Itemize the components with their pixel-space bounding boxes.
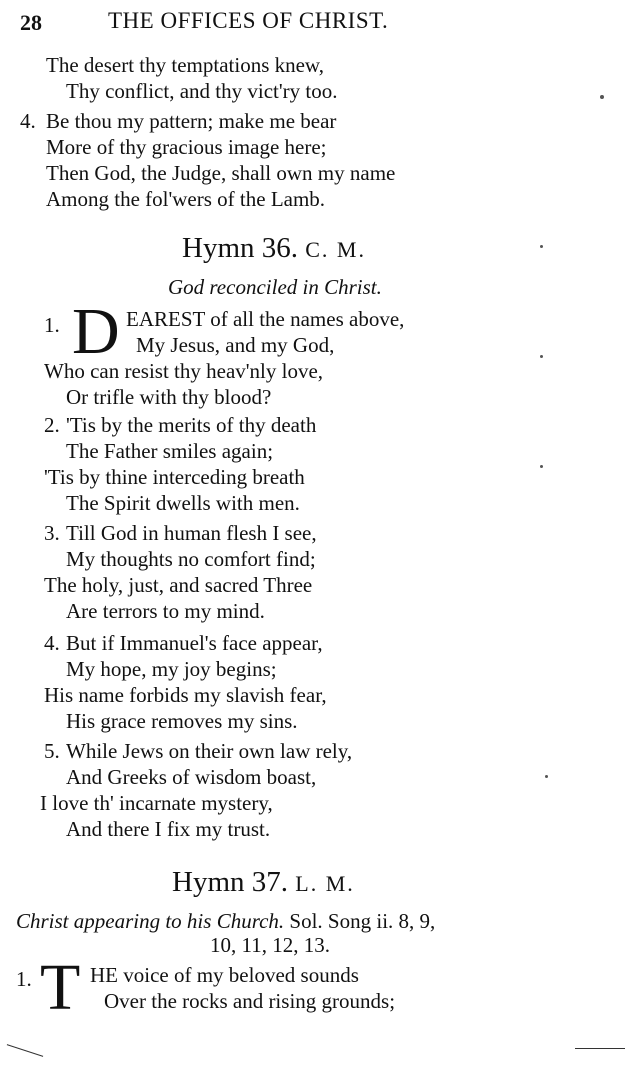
verse-line: And there I fix my trust. xyxy=(66,817,271,841)
running-title: THE OFFICES OF CHRIST. xyxy=(108,8,389,33)
verse-number: 5. xyxy=(44,739,60,763)
verse-line: 'Tis by the merits of thy death xyxy=(66,413,317,437)
verse-line: Or trifle with thy blood? xyxy=(66,385,272,409)
verse-line: Be thou my pattern; make me bear xyxy=(46,109,337,133)
hymn-subtitle xyxy=(16,908,435,934)
hymn-36-title xyxy=(182,232,366,265)
verse-line: 'Tis by thine interceding breath xyxy=(44,465,305,489)
verse-number: 4. xyxy=(20,109,36,133)
verse-line: Then God, the Judge, shall own my name xyxy=(46,161,396,185)
page-number: 28 xyxy=(20,10,42,35)
verse-line: Till God in human flesh I see, xyxy=(66,521,317,545)
print-speck xyxy=(540,245,543,248)
verse-line: My Jesus, and my God, xyxy=(136,333,335,357)
hymn-meter: C. M. xyxy=(305,237,366,262)
verse-number: 4. xyxy=(44,631,60,655)
hymn-number: Hymn 36. xyxy=(182,232,298,264)
hymn-meter: L. M. xyxy=(295,871,355,896)
drop-cap: D xyxy=(72,295,120,368)
corner-mark xyxy=(7,1044,43,1057)
verse-line: Are terrors to my mind. xyxy=(66,599,265,623)
verse-line: His name forbids my slavish fear, xyxy=(44,683,327,707)
scripture-reference-cont: 10, 11, 12, 13. xyxy=(210,933,330,957)
verse-number: 3. xyxy=(44,521,60,545)
verse-line: Among the fol'wers of the Lamb. xyxy=(46,187,326,211)
verse-line: Who can resist thy heav'nly love, xyxy=(44,359,324,383)
hymn-number: Hymn 37. xyxy=(172,866,288,898)
hymn-37-title xyxy=(172,866,355,899)
hymn-subtitle: God reconciled in Christ. xyxy=(168,275,382,299)
verse-line: His grace removes my sins. xyxy=(66,709,298,733)
verse-line: But if Immanuel's face appear, xyxy=(66,631,323,655)
verse-number: 1. xyxy=(44,313,60,337)
subtitle-text: Christ appearing to his Church. xyxy=(16,909,285,933)
verse-line: The Spirit dwells with men. xyxy=(66,491,300,515)
scripture-reference: Sol. Song ii. 8, 9, xyxy=(289,909,436,933)
verse-line: The holy, just, and sacred Three xyxy=(44,573,313,597)
print-speck xyxy=(600,95,604,99)
verse-line: More of thy gracious image here; xyxy=(46,135,327,159)
print-speck xyxy=(545,775,548,778)
verse-line: EAREST of all the names above, xyxy=(126,307,405,331)
verse-line: My thoughts no comfort find; xyxy=(66,547,316,571)
verse-line: The Father smiles again; xyxy=(66,439,274,463)
verse-line: Thy conflict, and thy vict'ry too. xyxy=(66,79,338,103)
verse-line: HE voice of my beloved sounds xyxy=(90,963,359,987)
drop-cap: T xyxy=(40,951,81,1024)
verse-line: I love th' incarnate mystery, xyxy=(40,791,273,815)
verse-number: 2. xyxy=(44,413,60,437)
print-speck xyxy=(540,465,543,468)
verse-number: 1. xyxy=(16,967,32,991)
verse-line: Over the rocks and rising grounds; xyxy=(104,989,396,1013)
verse-line: The desert thy temptations knew, xyxy=(46,53,324,77)
bottom-rule xyxy=(575,1048,625,1049)
verse-line: While Jews on their own law rely, xyxy=(66,739,353,763)
verse-line: And Greeks of wisdom boast, xyxy=(66,765,317,789)
verse-line: My hope, my joy begins; xyxy=(66,657,277,681)
print-speck xyxy=(540,355,543,358)
